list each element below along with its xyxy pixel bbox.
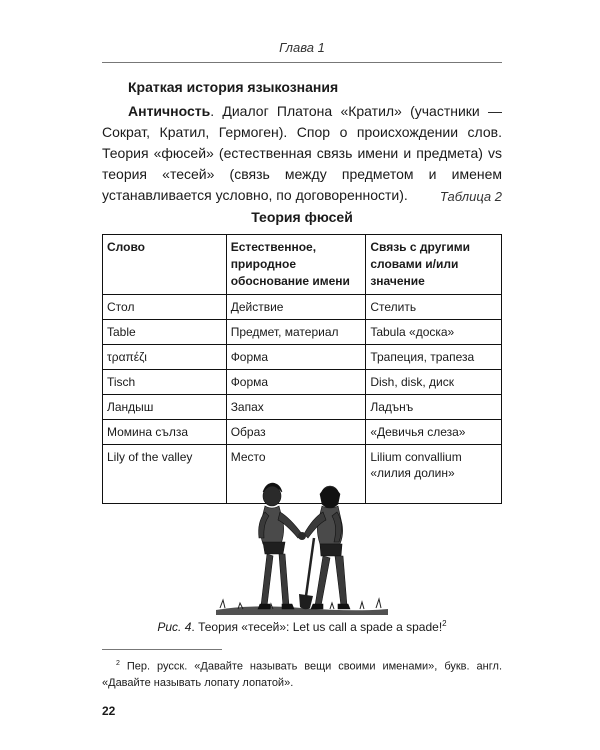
cell-basis: Место: [226, 445, 366, 504]
table-label: Таблица 2: [439, 189, 502, 204]
section-title: Краткая история языкознания: [128, 79, 339, 95]
paragraph-text: . Диалог Платона «Кратил» (участники — Сократ, Кратил, Гермоген). Спор о происхождении слов. Теория «фюсей» (естественная связь имени и предмета) vs теория «тесей» (связь между предметом и именем устанавливается условно, по договоренности).: [102, 103, 502, 203]
cell-relation: Стелить: [366, 295, 502, 320]
cell-word: Момина сълза: [103, 420, 227, 445]
cell-word: τραπέζι: [103, 345, 227, 370]
footnote-ref: 2: [442, 619, 447, 628]
footnote-rule: [102, 649, 222, 650]
paragraph-lead: Античность: [128, 103, 211, 119]
table-row: [103, 345, 502, 370]
cell-word: Lily of the valley: [103, 445, 227, 504]
cell-word: Tisch: [103, 370, 227, 395]
cell-word: Table: [103, 320, 227, 345]
cell-relation: Dish, disk, диск: [366, 370, 502, 395]
cell-relation: Tabula «доска»: [366, 320, 502, 345]
footnote-text: Пер. русск. «Давайте называть вещи своими именами», букв. англ. «Давайте называть лопату лопатой».: [102, 660, 502, 689]
left-man-figure: [258, 483, 302, 609]
running-head: Глава 1: [279, 40, 325, 55]
header-natural-basis: Естественное, природное обоснование имени: [226, 235, 366, 295]
cell-relation: «Девичья слеза»: [366, 420, 502, 445]
cell-basis: Форма: [226, 370, 366, 395]
table-row: [103, 420, 502, 445]
table-row: [103, 320, 502, 345]
cell-word: Стол: [103, 295, 227, 320]
header-word: Слово: [103, 235, 227, 295]
figure-illustration: [210, 478, 394, 618]
cell-basis: Образ: [226, 420, 366, 445]
page-number: 22: [102, 704, 116, 718]
right-man-figure: [304, 486, 350, 609]
theory-table: [102, 234, 502, 504]
caption-text: . Теория «тесей»: Let us call a spade a spade!: [191, 620, 443, 634]
figure-caption: [102, 619, 502, 634]
figure-label: Рис. 4: [157, 620, 192, 634]
header-rule: [102, 62, 502, 63]
footnote: [102, 656, 502, 691]
cell-basis: Запах: [226, 395, 366, 420]
cell-relation: Ладънъ: [366, 395, 502, 420]
table-header-row: [103, 235, 502, 295]
cell-basis: Форма: [226, 345, 366, 370]
table-row: [103, 295, 502, 320]
footnote-marker: 2: [116, 660, 120, 667]
spade-icon: [299, 538, 314, 609]
table-row: [103, 395, 502, 420]
table-row: [103, 370, 502, 395]
cell-relation: Трапеция, трапеза: [366, 345, 502, 370]
table-title: Теория фюсей: [251, 209, 353, 225]
cell-word: Ландыш: [103, 395, 227, 420]
cell-basis: Действие: [226, 295, 366, 320]
cell-basis: Предмет, материал: [226, 320, 366, 345]
header-relation: Связь с другими словами и/или значение: [366, 235, 502, 295]
cell-relation: Lilium convallium «лилия долин»: [366, 445, 502, 504]
